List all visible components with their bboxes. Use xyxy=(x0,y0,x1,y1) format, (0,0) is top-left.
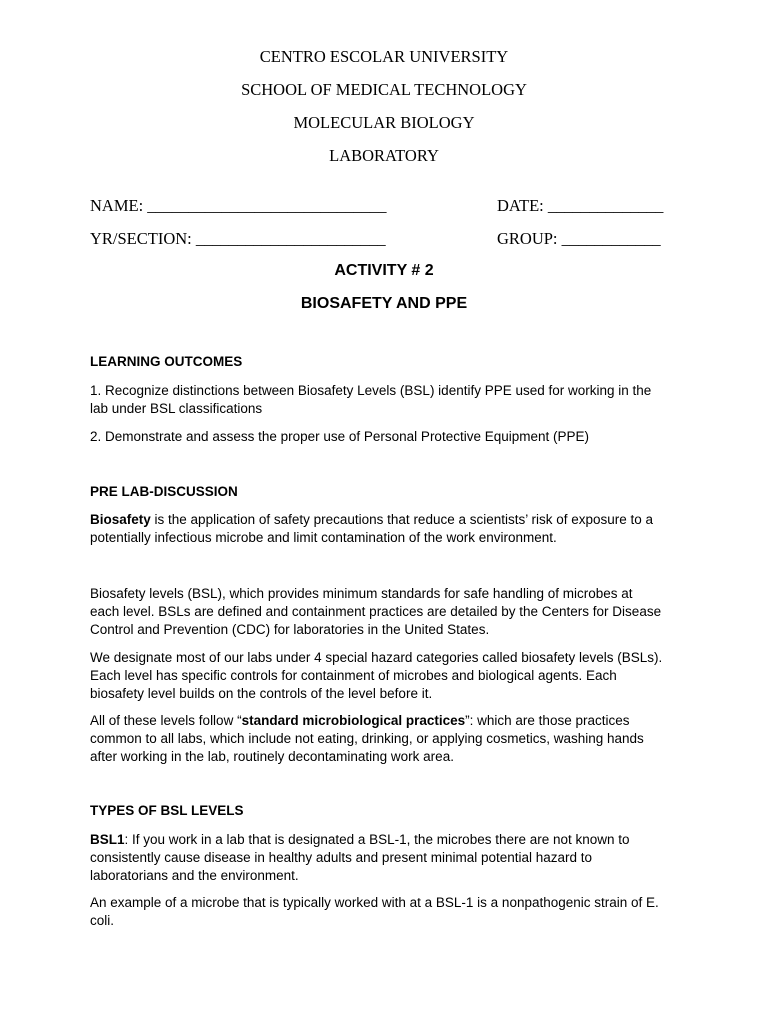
biosafety-term: Biosafety xyxy=(90,512,151,527)
bsl1-example-line1: An example of a microbe that is typically worked with at a BSL-1 is a nonpathogenic strain of E. xyxy=(90,895,659,910)
bsl1-term: BSL1 xyxy=(90,832,125,847)
hazard-categories-line2: Each level has specific controls for containment of microbes and biological agents. Each xyxy=(90,668,617,683)
learning-outcome-1 xyxy=(90,382,690,418)
bsl-paragraph-line2: each level. BSLs are defined and containment practices are detailed by the Centers for Disease xyxy=(90,604,662,619)
bsl1-example-line2: coli. xyxy=(90,913,115,928)
bsl-paragraph-line3: Control and Prevention (CDC) for laboratories in the United States. xyxy=(90,622,490,637)
biosafety-definition-line1: is the application of safety precautions that reduce a scientists’ risk of exposure to a xyxy=(150,512,654,527)
group-field[interactable]: GROUP: ____________ xyxy=(497,229,661,248)
name-field[interactable]: NAME: _____________________________ xyxy=(90,196,387,215)
hazard-categories-line3: biosafety level builds on the controls of the level before it. xyxy=(90,686,433,701)
biosafety-definition xyxy=(90,511,690,547)
lab-label: LABORATORY xyxy=(329,146,439,165)
yr-section-field[interactable]: YR/SECTION: _______________________ xyxy=(90,229,386,248)
pre-lab-heading: PRE LAB-DISCUSSION xyxy=(90,484,238,499)
standard-practices-paragraph xyxy=(90,712,690,766)
bsl1-paragraph xyxy=(90,831,690,885)
bsl-types-heading: TYPES OF BSL LEVELS xyxy=(90,803,244,818)
standard-practices-term: standard microbiological practices xyxy=(241,713,466,728)
standard-practices-pre: All of these levels follow “ xyxy=(90,713,242,728)
hazard-categories-paragraph xyxy=(90,649,690,703)
bsl-paragraph xyxy=(90,585,690,639)
hazard-categories-line1: We designate most of our labs under 4 special hazard categories called biosafety levels (BSLs). xyxy=(90,650,663,665)
university-name: CENTRO ESCOLAR UNIVERSITY xyxy=(259,47,509,66)
date-field[interactable]: DATE: ______________ xyxy=(497,196,664,215)
learning-outcome-2 xyxy=(90,428,690,446)
bsl1-line2: consistently cause disease in healthy adults and present minimal potential hazard to xyxy=(90,850,593,865)
standard-practices-post: ”: which are those practices xyxy=(465,713,630,728)
learning-outcomes-heading: LEARNING OUTCOMES xyxy=(90,354,243,369)
standard-practices-line3: after working in the lab, routinely decontaminating work area. xyxy=(90,749,454,764)
activity-title: BIOSAFETY AND PPE xyxy=(300,295,468,312)
standard-practices-line2: common to all labs, which include not eating, drinking, or applying cosmetics, washing hands xyxy=(90,731,644,746)
bsl1-example-paragraph xyxy=(90,894,690,930)
learning-outcome-1-line2: lab under BSL classifications xyxy=(90,401,263,416)
learning-outcome-2-text: 2. Demonstrate and assess the proper use of Personal Protective Equipment (PPE) xyxy=(90,429,590,444)
bsl1-line3: laboratorians and the environment. xyxy=(90,868,299,883)
school-name: SCHOOL OF MEDICAL TECHNOLOGY xyxy=(241,80,527,99)
bsl1-line1: : If you work in a lab that is designated a BSL-1, the microbes there are not known to xyxy=(124,832,630,847)
bsl-paragraph-line1: Biosafety levels (BSL), which provides minimum standards for safe handling of microbes at xyxy=(90,586,633,601)
learning-outcome-1-line1: 1. Recognize distinctions between Biosafety Levels (BSL) identify PPE used for working in the xyxy=(90,383,652,398)
biosafety-definition-line2: potentially infectious microbe and limit contamination of the work environment. xyxy=(90,530,557,545)
activity-number: ACTIVITY # 2 xyxy=(334,262,434,279)
course-name: MOLECULAR BIOLOGY xyxy=(293,113,475,132)
